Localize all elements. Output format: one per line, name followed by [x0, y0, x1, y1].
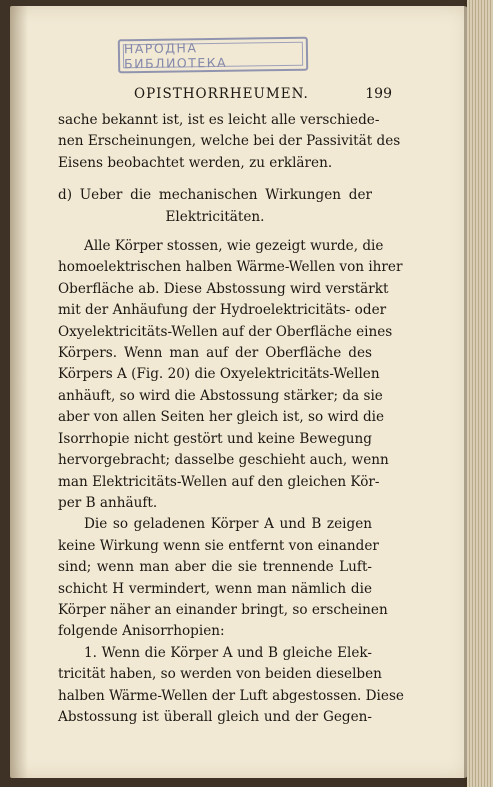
text-line: tricität haben, so werden von beiden dieselben [58, 666, 382, 683]
text-line: Abstossung ist überall gleich und der Gegen- [58, 708, 372, 725]
paragraph [58, 514, 388, 642]
text-line: schicht H vermindert, wenn man nämlich die [58, 580, 372, 597]
paragraph [58, 236, 403, 514]
section-heading [58, 185, 372, 228]
numbered-item [58, 643, 404, 729]
text-line: anhäuft, so wird die Abstossung stärker; da sie [58, 387, 383, 404]
text-line: nen Erscheinungen, welche bei der Passivität des [58, 133, 401, 150]
text-line: Körper näher an einander bringt, so erscheinen [58, 601, 388, 618]
text-line: keine Wirkung wenn sie entfernt von einander [58, 537, 379, 554]
text-line: Die so geladenen Körper A und B zeigen [84, 516, 372, 533]
text-line: sind; wenn man aber die sie trennende Luft- [58, 559, 372, 576]
text-line: Oberfläche ab. Diese Abstossung wird verstärkt [58, 280, 389, 297]
text-line: Oxyelektricitäts-Wellen auf der Oberfläche eines [58, 323, 393, 340]
text-line: Eisens beobachtet werden, zu erklären. [58, 154, 333, 171]
text-line: sache bekannt ist, ist es leicht alle verschiede- [58, 112, 380, 128]
text-line: halben Wärme-Wellen der Luft abgestossen. Diese [58, 687, 404, 704]
text-line: homoelektrischen halben Wärme-Wellen von ihrer [58, 259, 403, 276]
text-line: Alle Körper stossen, wie gezeigt wurde, die [84, 238, 384, 255]
library-stamp-text: НАРОДНА БИБЛИОТЕКА [123, 42, 303, 69]
running-title: OPISTHORRHEUMEN. [134, 86, 309, 102]
paragraph [58, 110, 401, 174]
page-number: 199 [365, 86, 392, 102]
body-text [58, 110, 404, 728]
text-line: mit der Anhäufung der Hydroelektricitäts- oder [58, 302, 387, 319]
text-line: man Elektricitäts-Wellen auf den gleichen Kör- [58, 473, 380, 490]
text-line: Körpers A (Fig. 20) die Oxyelektricitäts-Wellen [58, 366, 380, 383]
text-line: Körpers. Wenn man auf der Oberfläche des [58, 345, 372, 362]
text-line: aber von allen Seiten her gleich ist, so wird die [58, 409, 385, 426]
heading-line: Elektricitäten. [165, 208, 265, 225]
binding-gutter [10, 6, 28, 778]
text-line: 1. Wenn die Körper A und B gleiche Elek- [84, 644, 372, 661]
heading-line: d) Ueber die mechanischen Wirkungen der [58, 187, 372, 204]
library-stamp [118, 37, 308, 74]
text-line: hervorgebracht; dasselbe geschieht auch, wenn [58, 452, 389, 469]
text-line: per B anhäuft. [58, 494, 158, 511]
text-line: folgende Anisorrhopien: [58, 623, 225, 640]
text-line: Isorrhopie nicht gestört und keine Bewegung [58, 430, 372, 447]
page-edges [467, 0, 493, 787]
